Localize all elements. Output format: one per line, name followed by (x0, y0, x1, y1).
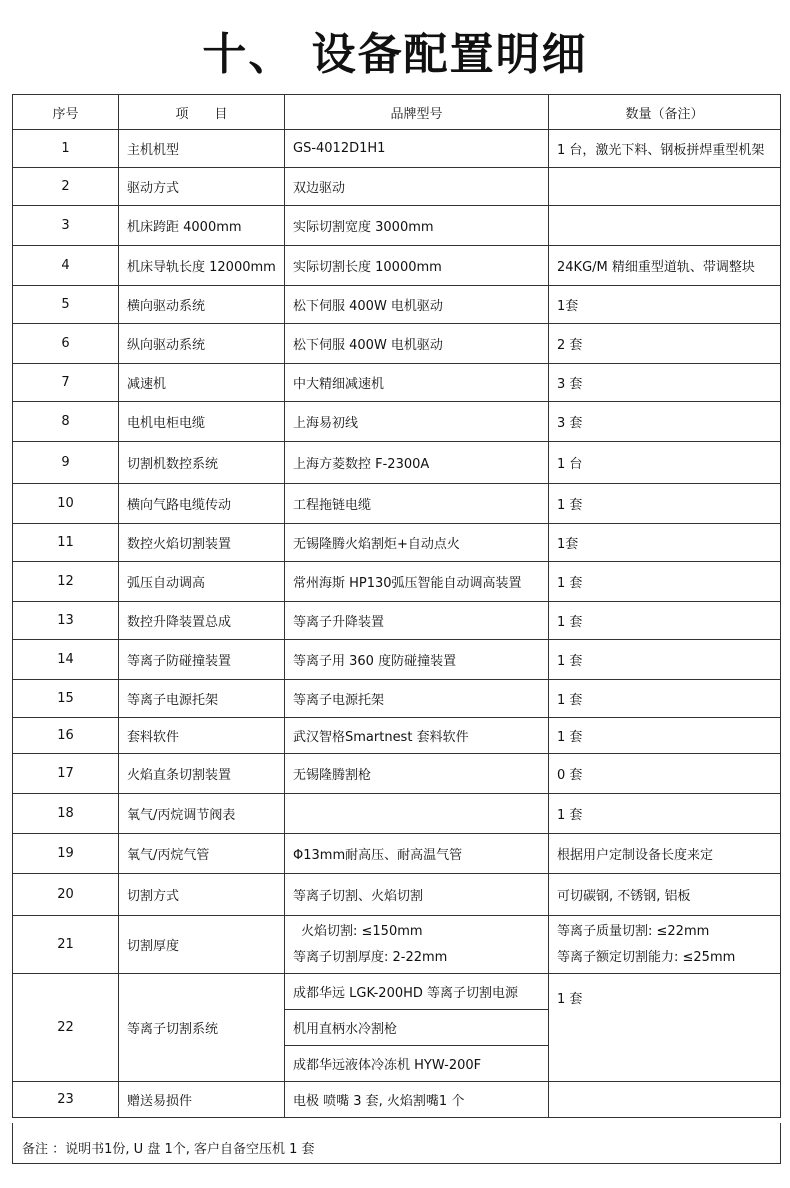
table-row (13, 916, 781, 974)
table-row (13, 324, 781, 364)
header-no: 序号 (13, 95, 119, 130)
brand-line: 等离子切割厚度: 2-22mm (293, 949, 448, 965)
row-qty: 1 套 (549, 484, 781, 524)
row-item: 驱动方式 (119, 168, 285, 206)
row-brand: 实际切割宽度 3000mm (285, 206, 549, 246)
row-item: 机床导轨长度 12000mm (119, 246, 285, 286)
row-no: 16 (13, 718, 119, 754)
table-row (13, 402, 781, 442)
row-item: 机床跨距 4000mm (119, 206, 285, 246)
row-qty (549, 168, 781, 206)
row-no: 13 (13, 602, 119, 640)
row-brand: 常州海斯 HP130弧压智能自动调高装置 (285, 562, 549, 602)
table-header-row (13, 95, 781, 130)
brand-line: 火焰切割: ≤150mm (301, 923, 423, 939)
row-brand: 上海易初线 (285, 402, 549, 442)
row-qty: 1 套 (549, 680, 781, 718)
row-brand: 等离子切割、火焰切割 (285, 874, 549, 916)
row-no: 17 (13, 754, 119, 794)
table-row (13, 168, 781, 206)
row-qty (549, 916, 781, 974)
row-no: 10 (13, 484, 119, 524)
row-no: 7 (13, 364, 119, 402)
row-no: 18 (13, 794, 119, 834)
table-row (13, 974, 781, 1010)
row-no: 20 (13, 874, 119, 916)
table-row (13, 874, 781, 916)
row-item: 等离子电源托架 (119, 680, 285, 718)
header-qty: 数量（备注） (549, 95, 781, 130)
table-row (13, 206, 781, 246)
row-item: 切割机数控系统 (119, 442, 285, 484)
row-brand: 机用直柄水冷割枪 (285, 1010, 549, 1046)
row-qty: 24KG/M 精细重型道轨、带调整块 (549, 246, 781, 286)
row-qty: 1 台 (549, 442, 781, 484)
table-row (13, 130, 781, 168)
row-item: 数控火焰切割装置 (119, 524, 285, 562)
row-brand (285, 916, 549, 974)
row-qty: 1套 (549, 524, 781, 562)
row-item: 电机电柜电缆 (119, 402, 285, 442)
row-no: 8 (13, 402, 119, 442)
row-item: 纵向驱动系统 (119, 324, 285, 364)
row-no: 19 (13, 834, 119, 874)
table-row (13, 484, 781, 524)
row-brand: 等离子升降装置 (285, 602, 549, 640)
row-qty: 3 套 (549, 364, 781, 402)
row-brand: 无锡隆腾割枪 (285, 754, 549, 794)
row-qty: 1 套 (549, 718, 781, 754)
table-row (13, 718, 781, 754)
row-brand: 成都华远液体冷冻机 HYW-200F (285, 1046, 549, 1082)
row-no: 22 (13, 974, 119, 1082)
row-brand: 等离子电源托架 (285, 680, 549, 718)
row-no: 3 (13, 206, 119, 246)
row-no: 23 (13, 1082, 119, 1118)
row-item: 等离子切割系统 (119, 974, 285, 1082)
row-qty: 1 套 (549, 794, 781, 834)
row-item: 氧气/丙烷调节阀表 (119, 794, 285, 834)
row-brand: 双边驱动 (285, 168, 549, 206)
row-item: 横向气路电缆传动 (119, 484, 285, 524)
table-row (13, 794, 781, 834)
row-qty: 0 套 (549, 754, 781, 794)
row-brand: 松下伺服 400W 电机驱动 (285, 324, 549, 364)
row-brand: 无锡隆腾火焰割炬+自动点火 (285, 524, 549, 562)
row-item: 减速机 (119, 364, 285, 402)
row-no: 9 (13, 442, 119, 484)
table-row (13, 562, 781, 602)
qty-line: 等离子额定切割能力: ≤25mm (557, 949, 736, 965)
header-brand: 品牌型号 (285, 95, 549, 130)
row-no: 2 (13, 168, 119, 206)
row-item: 套料软件 (119, 718, 285, 754)
row-no: 12 (13, 562, 119, 602)
row-brand: 工程拖链电缆 (285, 484, 549, 524)
row-qty: 1套 (549, 286, 781, 324)
row-brand: GS-4012D1H1 (285, 130, 549, 168)
table-row (13, 286, 781, 324)
row-no: 11 (13, 524, 119, 562)
table-row (13, 364, 781, 402)
row-no: 5 (13, 286, 119, 324)
row-no: 14 (13, 640, 119, 680)
qty-line: 等离子质量切割: ≤22mm (557, 923, 710, 939)
row-no: 4 (13, 246, 119, 286)
row-brand: Φ13mm耐高压、耐高温气管 (285, 834, 549, 874)
table-row (13, 524, 781, 562)
row-brand: 成都华远 LGK-200HD 等离子切割电源 (285, 974, 549, 1010)
table-row (13, 246, 781, 286)
row-item: 切割方式 (119, 874, 285, 916)
row-brand: 上海方菱数控 F-2300A (285, 442, 549, 484)
row-item: 横向驱动系统 (119, 286, 285, 324)
row-qty: 2 套 (549, 324, 781, 364)
row-item: 等离子防碰撞装置 (119, 640, 285, 680)
row-qty: 1 套 (549, 602, 781, 640)
footnote: 备注 ：说明书1份, U 盘 1个, 客户自备空压机 1 套 (22, 1142, 315, 1157)
row-qty (549, 1082, 781, 1118)
table-row (13, 834, 781, 874)
row-no: 21 (13, 916, 119, 974)
row-qty: 1 套 (549, 562, 781, 602)
row-brand: 松下伺服 400W 电机驱动 (285, 286, 549, 324)
table-row (13, 1082, 781, 1118)
row-item: 切割厚度 (119, 916, 285, 974)
table-row (13, 754, 781, 794)
row-qty: 3 套 (549, 402, 781, 442)
row-no: 15 (13, 680, 119, 718)
row-item: 数控升降装置总成 (119, 602, 285, 640)
row-qty: 可切碳钢, 不锈钢, 铝板 (549, 874, 781, 916)
row-no: 6 (13, 324, 119, 364)
row-brand: 等离子用 360 度防碰撞装置 (285, 640, 549, 680)
table-row (13, 640, 781, 680)
row-brand: 中大精细减速机 (285, 364, 549, 402)
row-item: 氧气/丙烷气管 (119, 834, 285, 874)
row-brand: 电极 喷嘴 3 套, 火焰割嘴1 个 (285, 1082, 549, 1118)
row-qty: 1 套 (549, 640, 781, 680)
row-qty (549, 206, 781, 246)
row-item: 赠送易损件 (119, 1082, 285, 1118)
page-title: 十、 设备配置明细 (202, 29, 588, 80)
row-brand (285, 794, 549, 834)
equipment-table (12, 94, 781, 1118)
row-item: 弧压自动调高 (119, 562, 285, 602)
table-row (13, 680, 781, 718)
header-item: 项 目 (119, 95, 285, 130)
row-brand: 实际切割长度 10000mm (285, 246, 549, 286)
row-qty: 1 套 (549, 974, 781, 1082)
row-item: 主机机型 (119, 130, 285, 168)
table-row (13, 602, 781, 640)
row-qty: 根据用户定制设备长度来定 (549, 834, 781, 874)
row-item: 火焰直条切割装置 (119, 754, 285, 794)
row-brand: 武汉智格Smartnest 套料软件 (285, 718, 549, 754)
row-qty: 1 台，激光下料、钢板拼焊重型机架 (549, 130, 781, 168)
row-no: 1 (13, 130, 119, 168)
table-row (13, 442, 781, 484)
